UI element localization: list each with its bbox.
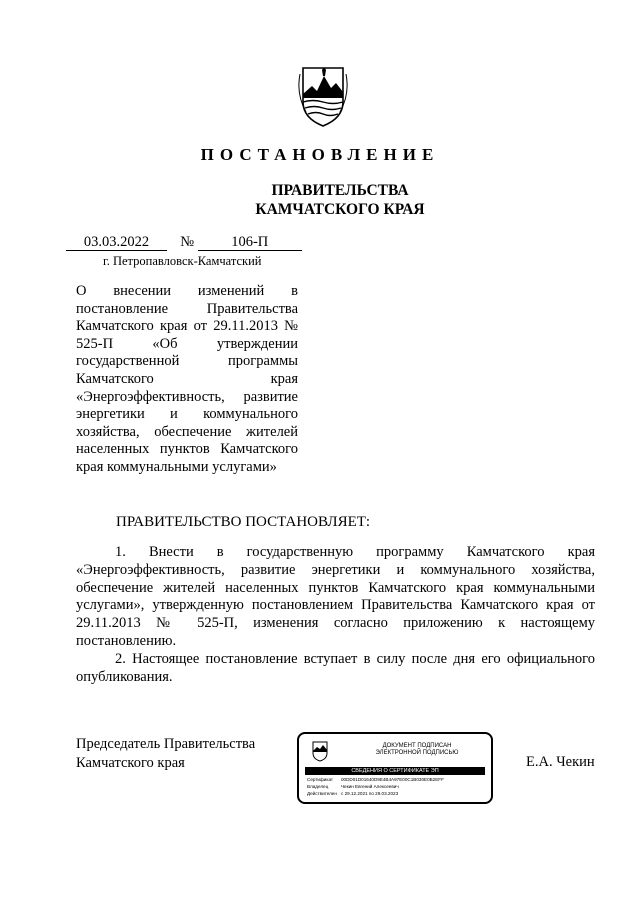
stamp-row-certificate bbox=[307, 777, 444, 782]
stamp-row-owner bbox=[307, 784, 399, 789]
stamp-owner-value: Чекин Евгений Алексеевич bbox=[341, 784, 399, 789]
stamp-valid-label: Действителен bbox=[307, 791, 337, 796]
signer-position-line-2: Камчатского края bbox=[76, 754, 185, 771]
signer-position-line-1: Председатель Правительства bbox=[76, 736, 256, 752]
date-number-line bbox=[66, 234, 302, 251]
authority-line-1: ПРАВИТЕЛЬСТВА bbox=[271, 182, 409, 199]
stamp-certificate-bar: СВЕДЕНИЯ О СЕРТИФИКАТЕ ЭП bbox=[305, 767, 485, 775]
document-type-title: ПОСТАНОВЛЕНИЕ bbox=[200, 145, 440, 164]
stamp-emblem-icon bbox=[311, 740, 329, 762]
paragraph-2: 2. Настоящее постановление вступает в силу после дня его официального опубликования. bbox=[76, 650, 595, 685]
document-body bbox=[76, 544, 595, 686]
signer-position bbox=[76, 735, 255, 772]
paragraph-1: 1. Внести в государственную программу Камчатского края «Энергоэффективность, развитие энергетики и коммунального хозяйства, обеспечение жителей населенных пунктов Камчатского края коммунальными услугами», утвержденную постановлением Правительства Камчатского края от 29.11.2013 № 525-П, изменения согласно приложению к настоящему постановлению. bbox=[76, 544, 595, 649]
stamp-cert-value: 00DD01D01640D9E4B4A97E00C1B030E0B2EFF bbox=[341, 777, 444, 782]
document-subject: О внесении изменений в постановление Правительства Камчатского края от 29.11.2013 № 525-П «Об утверждении государственной программы Камчатского края «Энергоэффективность, развитие энергетики и коммунального хозяйства, обеспечение жителей населенных пунктов Камчатского края коммунальными услугами» bbox=[76, 283, 298, 475]
coat-of-arms-icon bbox=[298, 64, 348, 128]
stamp-owner-label: Владелец bbox=[307, 784, 329, 789]
stamp-row-validity bbox=[307, 791, 398, 796]
electronic-signature-stamp bbox=[297, 732, 493, 804]
stamp-cert-label: Сертификат bbox=[307, 777, 334, 782]
document-date: 03.03.2022 bbox=[66, 235, 167, 251]
issuing-authority bbox=[0, 181, 640, 219]
stamp-title-line-2: ЭЛЕКТРОННОЙ ПОДПИСЬЮ bbox=[375, 750, 459, 756]
authority-line-2: КАМЧАТСКОГО КРАЯ bbox=[255, 201, 425, 218]
number-sign: № bbox=[180, 234, 195, 250]
stamp-title-line-1: ДОКУМЕНТ ПОДПИСАН bbox=[382, 743, 452, 749]
city: г. Петропавловск-Камчатский bbox=[103, 254, 262, 268]
stamp-title bbox=[357, 743, 477, 757]
stamp-valid-value: с 29.12.2021 по 29.03.2023 bbox=[341, 791, 399, 796]
resolves-heading: ПРАВИТЕЛЬСТВО ПОСТАНОВЛЯЕТ: bbox=[116, 514, 371, 530]
signer-name: Е.А. Чекин bbox=[526, 754, 595, 770]
document-number: 106-П bbox=[198, 235, 302, 251]
